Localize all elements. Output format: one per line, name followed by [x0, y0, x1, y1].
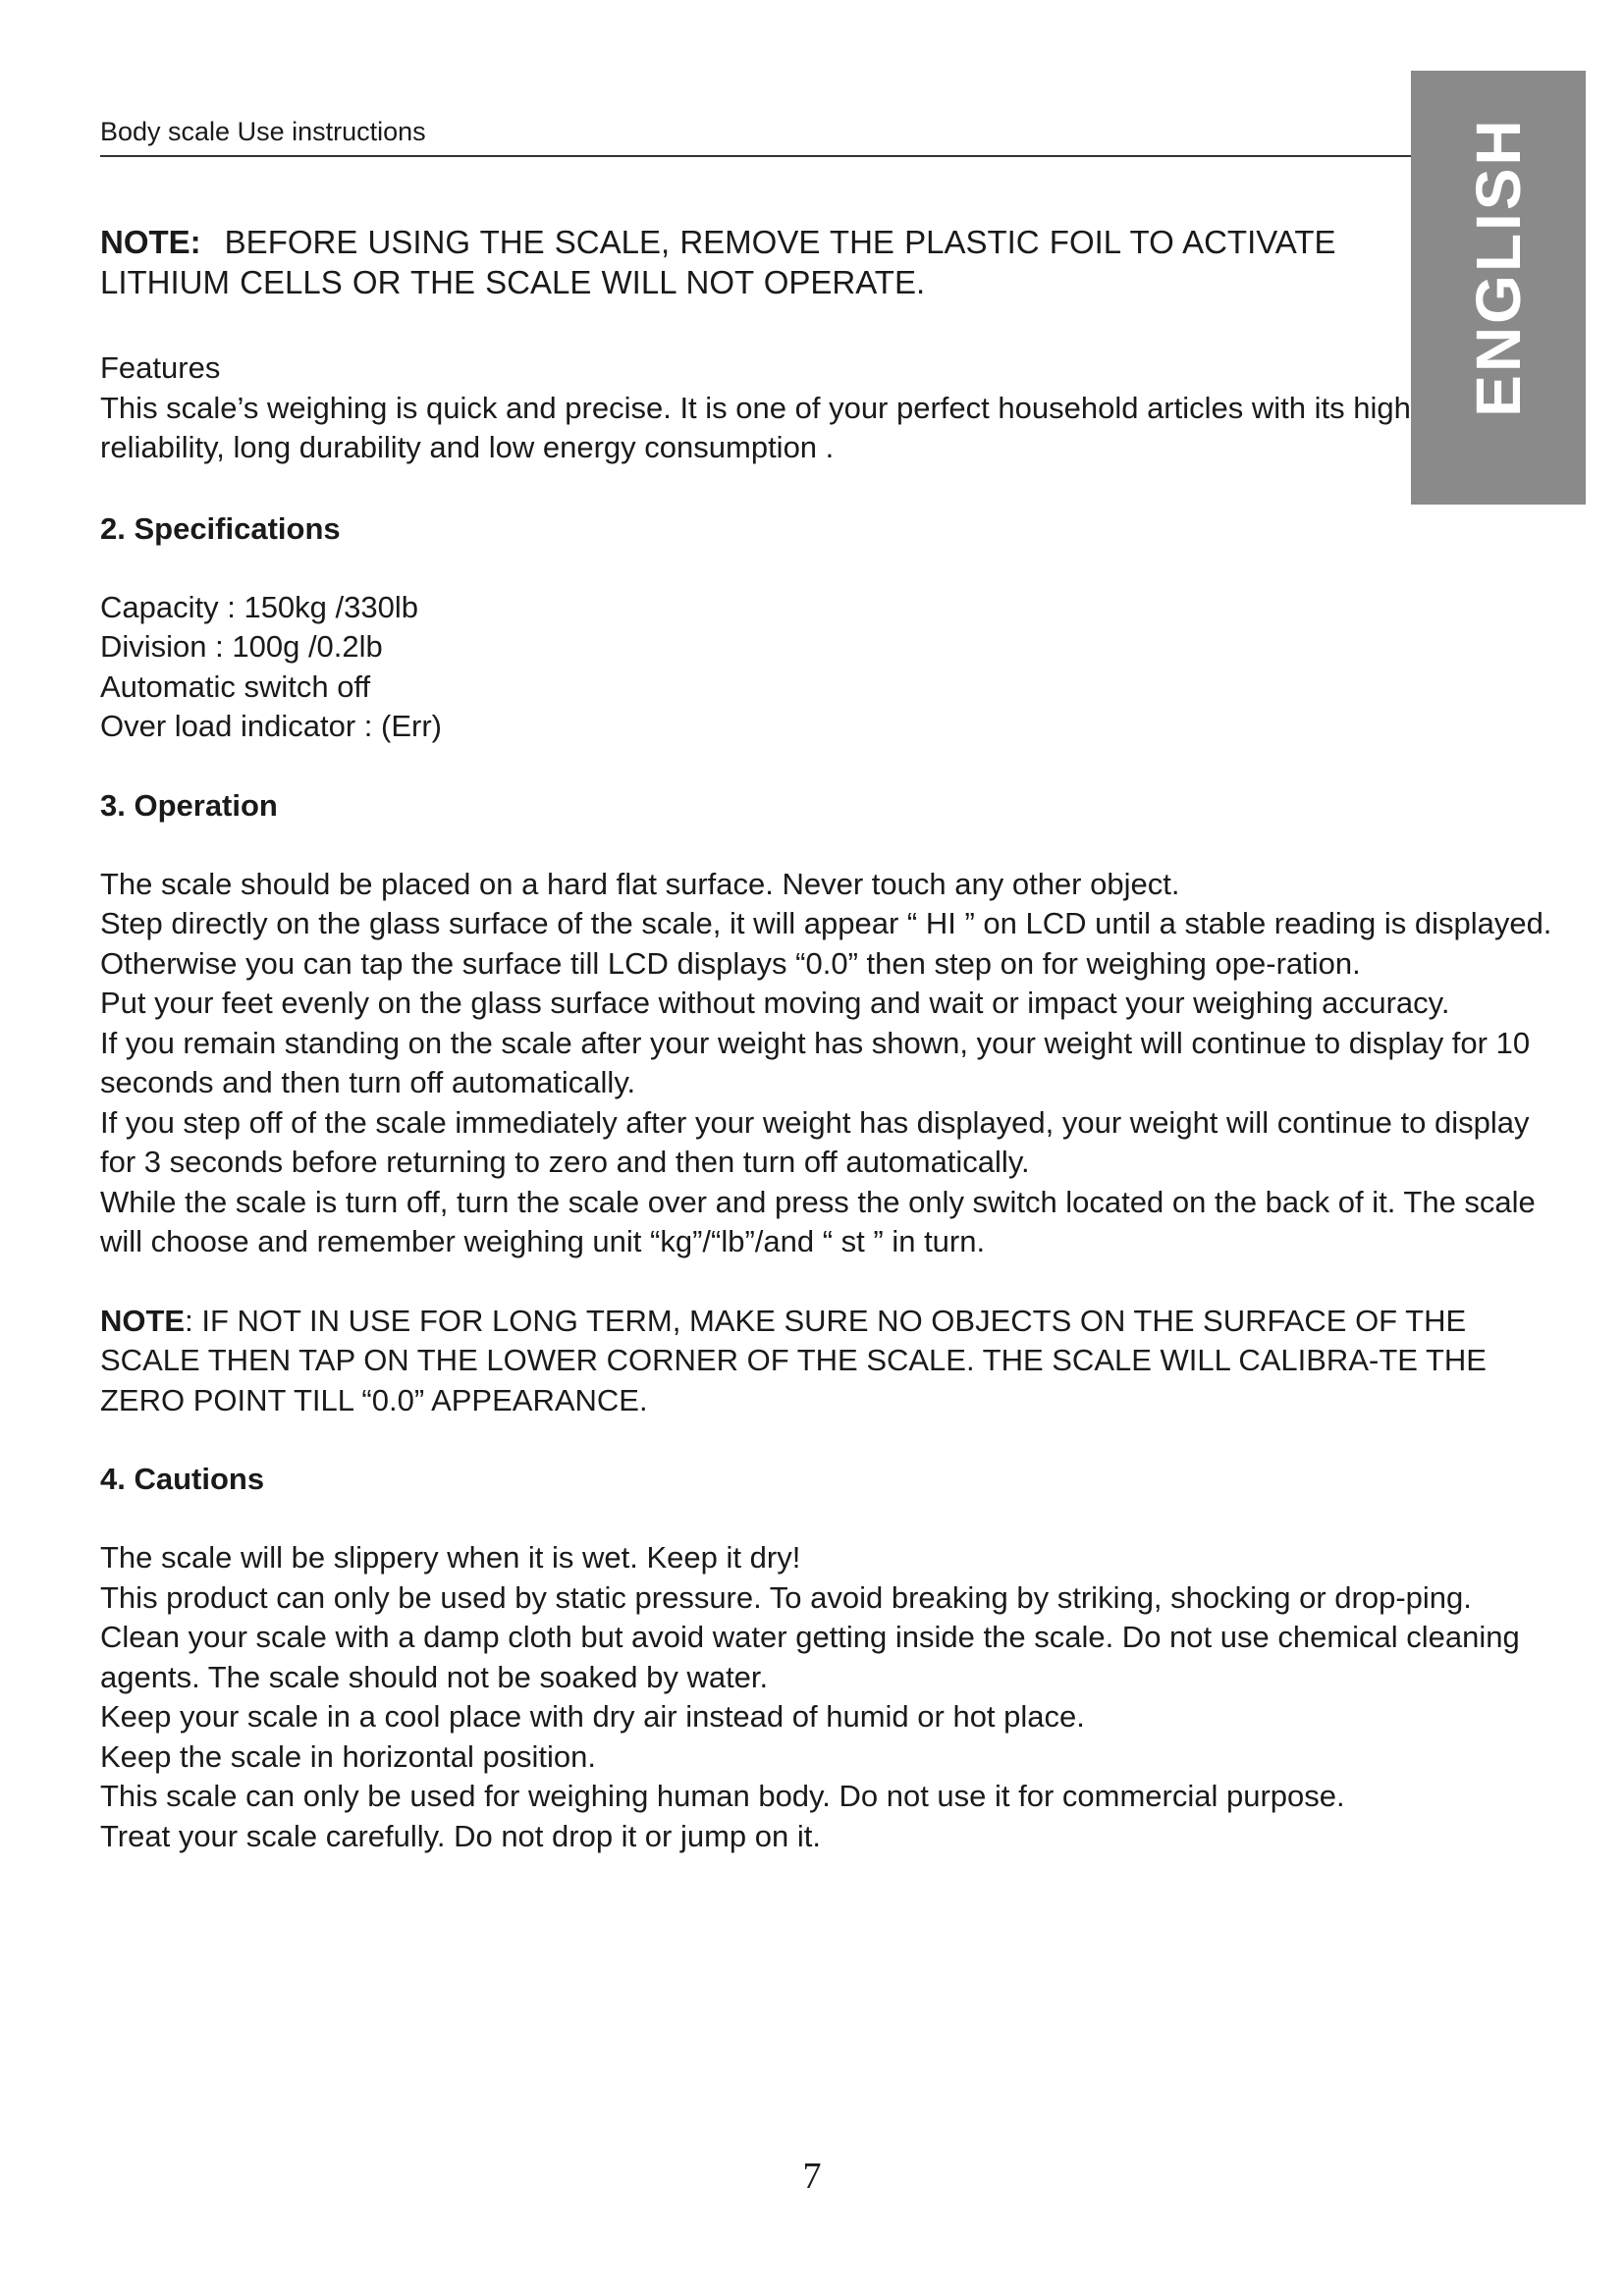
note-label: NOTE: [100, 1303, 186, 1338]
page-number: 7: [802, 2156, 822, 2197]
features-section: [100, 348, 1411, 468]
features-text: This scale’s weighing is quick and precise. It is one of your perfect household articles with its high reliability, long durability and low energy consumption .: [100, 390, 1411, 464]
operation-paragraph: If you step off of the scale immediately after your weight has displayed, your weight will continue to display for 3 seconds before returning to zero and then turn off automatically.: [100, 1104, 1530, 1179]
specifications-list: [100, 588, 1573, 747]
operation-section: [100, 786, 1573, 1421]
specifications-heading: 2. Specifications: [100, 510, 341, 546]
note-activation: [100, 222, 1406, 302]
page-content: [100, 222, 1573, 1856]
note-label: NOTE:: [100, 224, 201, 260]
caution-paragraph: Treat your scale carefully. Do not drop it or jump on it.: [100, 1818, 821, 1853]
note-calibration: [100, 1302, 1573, 1421]
operation-heading: 3. Operation: [100, 787, 278, 823]
spec-item: Division : 100g /0.2lb: [100, 629, 383, 664]
document-header-title: Body scale Use instructions: [100, 117, 426, 146]
operation-paragraph: If you remain standing on the scale after your weight has shown, your weight will continue to display for 10 seconds and then turn off automatically.: [100, 1025, 1531, 1099]
operation-body: [100, 865, 1573, 1262]
operation-paragraph: While the scale is turn off, turn the scale over and press the only switch located on the back of it. The scale will choose and remember weighing unit “kg”/“lb”/and “ st ” in turn.: [100, 1184, 1536, 1258]
operation-paragraph: Step directly on the glass surface of the scale, it will appear “ HI ” on LCD until a stable reading is displayed. Otherwise you can tap the surface till LCD displays “0.0” then step on for weighing ope-ration.: [100, 906, 1552, 981]
spec-item: Over load indicator : (Err): [100, 709, 442, 743]
spec-item: Automatic switch off: [100, 668, 371, 704]
language-tab-label: ENGLISH: [1463, 117, 1534, 417]
spec-item: Capacity : 150kg /330lb: [100, 589, 418, 624]
cautions-heading: 4. Cautions: [100, 1462, 265, 1496]
operation-paragraph: Put your feet evenly on the glass surface without moving and wait or impact your weighing accuracy.: [100, 986, 1450, 1020]
caution-paragraph: This scale can only be used for weighing human body. Do not use it for commercial purpose.: [100, 1779, 1345, 1813]
operation-paragraph: The scale should be placed on a hard flat surface. Never touch any other object.: [100, 866, 1180, 901]
cautions-section: [100, 1460, 1573, 1856]
caution-paragraph: Keep your scale in a cool place with dry air instead of humid or hot place.: [100, 1699, 1085, 1734]
features-title: Features: [100, 350, 221, 385]
caution-paragraph: Keep the scale in horizontal position.: [100, 1738, 596, 1774]
caution-paragraph: Clean your scale with a damp cloth but avoid water getting inside the scale. Do not use chemical cleaning agents. The scale should not be soaked by water.: [100, 1620, 1520, 1694]
note-text: BEFORE USING THE SCALE, REMOVE THE PLASTIC FOIL TO ACTIVATE LITHIUM CELLS OR THE SCALE WILL NOT OPERATE.: [100, 224, 1336, 300]
note-text: : IF NOT IN USE FOR LONG TERM, MAKE SURE NO OBJECTS ON THE SURFACE OF THE SCALE THEN TAP ON THE LOWER CORNER OF THE SCALE. THE SCALE WILL CALIBRA-TE THE ZERO POINT TILL “0.0” APPEARANCE.: [100, 1303, 1487, 1417]
cautions-body: [100, 1538, 1573, 1856]
caution-paragraph: This product can only be used by static pressure. To avoid breaking by striking, shocking or drop-ping.: [100, 1579, 1472, 1615]
caution-paragraph: The scale will be slippery when it is wet. Keep it dry!: [100, 1540, 801, 1575]
header-divider: [100, 155, 1411, 157]
specifications-section: [100, 509, 1573, 747]
